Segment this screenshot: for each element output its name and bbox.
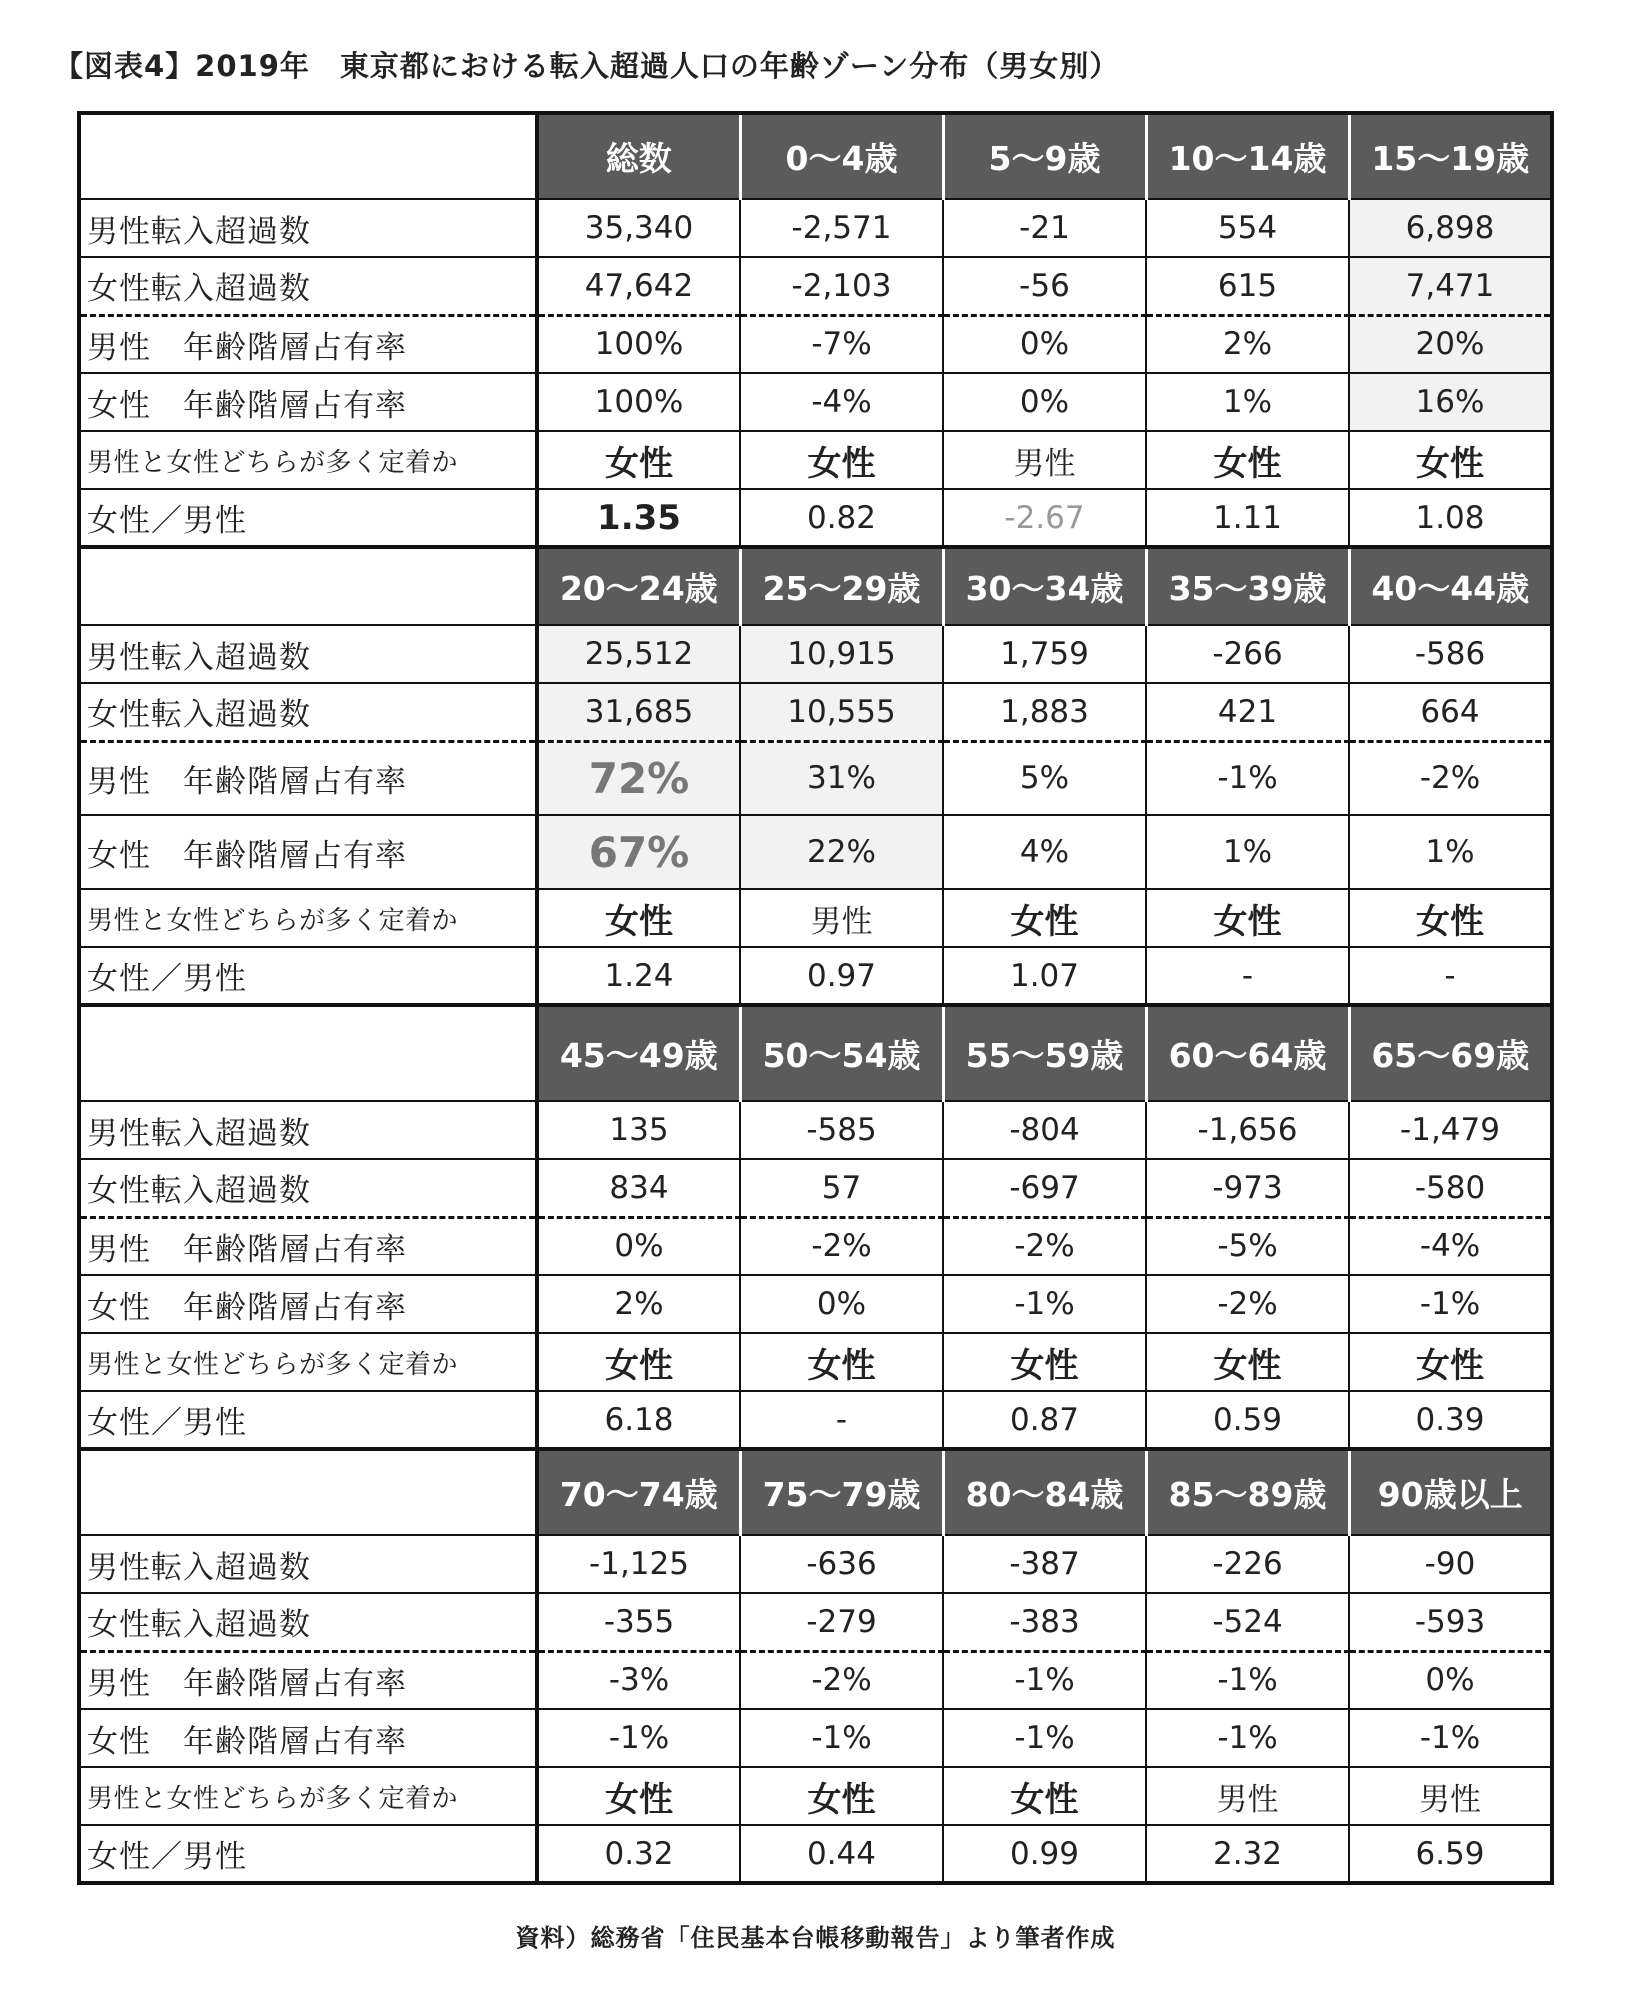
- table-row-male-net: [79, 625, 1552, 683]
- data-cell: 6,898: [1349, 199, 1552, 257]
- table-row-which: [79, 1333, 1552, 1391]
- age-header-row: [79, 1005, 1552, 1101]
- table-row-female-net: [79, 257, 1552, 315]
- row-label: 女性転入超過数: [79, 683, 537, 741]
- age-group-header: 15～19歳: [1349, 113, 1552, 199]
- data-cell: -585: [740, 1101, 943, 1159]
- data-cell: 57: [740, 1159, 943, 1217]
- age-group-header: 10～14歳: [1146, 113, 1349, 199]
- data-cell: 女性: [740, 431, 943, 489]
- data-cell: 0.82: [740, 489, 943, 547]
- data-cell: -90: [1349, 1535, 1552, 1593]
- data-cell: 834: [537, 1159, 740, 1217]
- row-label: 男性転入超過数: [79, 1535, 537, 1593]
- data-cell: -1,479: [1349, 1101, 1552, 1159]
- data-cell: 664: [1349, 683, 1552, 741]
- data-cell: 67%: [537, 815, 740, 889]
- data-cell: -2%: [1146, 1275, 1349, 1333]
- data-cell: 1.08: [1349, 489, 1552, 547]
- table-row-male-net: [79, 1101, 1552, 1159]
- data-cell: -593: [1349, 1593, 1552, 1651]
- data-cell: 0.99: [943, 1825, 1146, 1883]
- table-row-ratio: [79, 947, 1552, 1005]
- age-group-header: 70～74歳: [537, 1449, 740, 1535]
- data-cell: -1%: [1349, 1709, 1552, 1767]
- data-cell: 0.39: [1349, 1391, 1552, 1449]
- age-group-header: 65～69歳: [1349, 1005, 1552, 1101]
- table-row-male-share: [79, 1651, 1552, 1709]
- table-row-which: [79, 889, 1552, 947]
- data-cell: -2,103: [740, 257, 943, 315]
- row-label: 男性転入超過数: [79, 1101, 537, 1159]
- data-cell: -2%: [740, 1651, 943, 1709]
- data-cell: -636: [740, 1535, 943, 1593]
- data-cell: 女性: [1349, 1333, 1552, 1391]
- header-corner-cell: [79, 1005, 537, 1101]
- data-cell: 100%: [537, 315, 740, 373]
- data-cell: -973: [1146, 1159, 1349, 1217]
- row-label: 女性／男性: [79, 489, 537, 547]
- data-cell: 421: [1146, 683, 1349, 741]
- migration-table: [77, 111, 1554, 1885]
- data-cell: -1%: [1146, 1651, 1349, 1709]
- row-label: 女性転入超過数: [79, 1593, 537, 1651]
- data-cell: 0.44: [740, 1825, 943, 1883]
- row-label: 男性 年齢階層占有率: [79, 1217, 537, 1275]
- age-group-header: 55～59歳: [943, 1005, 1146, 1101]
- row-label: 男性 年齢階層占有率: [79, 1651, 537, 1709]
- table-row-ratio: [79, 1391, 1552, 1449]
- data-cell: -4%: [1349, 1217, 1552, 1275]
- data-cell: 135: [537, 1101, 740, 1159]
- data-cell: -7%: [740, 315, 943, 373]
- data-cell: -1%: [943, 1651, 1146, 1709]
- age-header-row: [79, 1449, 1552, 1535]
- data-cell: 554: [1146, 199, 1349, 257]
- data-cell: 100%: [537, 373, 740, 431]
- data-cell: 4%: [943, 815, 1146, 889]
- data-cell: 1%: [1146, 815, 1349, 889]
- row-label: 女性 年齢階層占有率: [79, 373, 537, 431]
- data-cell: -586: [1349, 625, 1552, 683]
- table-row-female-net: [79, 1593, 1552, 1651]
- row-label: 男性転入超過数: [79, 199, 537, 257]
- data-cell: -279: [740, 1593, 943, 1651]
- data-cell: -: [740, 1391, 943, 1449]
- row-label: 男性と女性どちらが多く定着か: [79, 889, 537, 947]
- data-cell: -1%: [1349, 1275, 1552, 1333]
- data-cell: 1%: [1146, 373, 1349, 431]
- row-label: 女性／男性: [79, 1825, 537, 1883]
- data-cell: 16%: [1349, 373, 1552, 431]
- age-group-header: 45～49歳: [537, 1005, 740, 1101]
- data-cell: -266: [1146, 625, 1349, 683]
- age-group-header: 20～24歳: [537, 547, 740, 625]
- data-cell: 20%: [1349, 315, 1552, 373]
- data-cell: 女性: [537, 1333, 740, 1391]
- age-group-header: 40～44歳: [1349, 547, 1552, 625]
- data-cell: 7,471: [1349, 257, 1552, 315]
- table-row-female-share: [79, 1275, 1552, 1333]
- data-cell: 2%: [537, 1275, 740, 1333]
- age-group-header: 5～9歳: [943, 113, 1146, 199]
- table-row-female-net: [79, 1159, 1552, 1217]
- data-cell: 10,915: [740, 625, 943, 683]
- source-note: 資料）総務省「住民基本台帳移動報告」より筆者作成: [515, 1924, 1116, 1952]
- table-row-male-net: [79, 1535, 1552, 1593]
- age-group-header: 25～29歳: [740, 547, 943, 625]
- data-cell: 女性: [537, 889, 740, 947]
- data-cell: 31,685: [537, 683, 740, 741]
- data-cell: 0.59: [1146, 1391, 1349, 1449]
- row-label: 男性 年齢階層占有率: [79, 315, 537, 373]
- age-group-header: 75～79歳: [740, 1449, 943, 1535]
- data-cell: -1,125: [537, 1535, 740, 1593]
- data-cell: 男性: [1349, 1767, 1552, 1825]
- row-label: 女性 年齢階層占有率: [79, 1275, 537, 1333]
- data-cell: -2%: [943, 1217, 1146, 1275]
- data-cell: -3%: [537, 1651, 740, 1709]
- data-cell: 1.07: [943, 947, 1146, 1005]
- data-cell: -5%: [1146, 1217, 1349, 1275]
- age-group-header: 85～89歳: [1146, 1449, 1349, 1535]
- table-row-ratio: [79, 1825, 1552, 1883]
- data-cell: -2%: [1349, 741, 1552, 815]
- row-label: 男性と女性どちらが多く定着か: [79, 1333, 537, 1391]
- row-label: 女性転入超過数: [79, 1159, 537, 1217]
- data-cell: 0%: [943, 373, 1146, 431]
- table-row-male-share: [79, 1217, 1552, 1275]
- age-group-header: 0～4歳: [740, 113, 943, 199]
- data-cell: 女性: [740, 1767, 943, 1825]
- data-cell: 0%: [1349, 1651, 1552, 1709]
- data-cell: 女性: [943, 1767, 1146, 1825]
- data-cell: 1%: [1349, 815, 1552, 889]
- row-label: 女性 年齢階層占有率: [79, 1709, 537, 1767]
- data-cell: 615: [1146, 257, 1349, 315]
- data-cell: 22%: [740, 815, 943, 889]
- age-group-header: 50～54歳: [740, 1005, 943, 1101]
- data-cell: -: [1349, 947, 1552, 1005]
- data-cell: -1%: [740, 1709, 943, 1767]
- data-cell: 0%: [943, 315, 1146, 373]
- table-row-ratio: [79, 489, 1552, 547]
- data-cell: -1%: [1146, 1709, 1349, 1767]
- data-cell: 47,642: [537, 257, 740, 315]
- data-cell: -1%: [943, 1709, 1146, 1767]
- age-group-header: 30～34歳: [943, 547, 1146, 625]
- header-corner-cell: [79, 1449, 537, 1535]
- data-cell: -1%: [943, 1275, 1146, 1333]
- data-cell: 1.24: [537, 947, 740, 1005]
- data-cell: 1,759: [943, 625, 1146, 683]
- data-cell: 0%: [740, 1275, 943, 1333]
- table-row-female-share: [79, 373, 1552, 431]
- data-cell: 女性: [943, 889, 1146, 947]
- data-cell: 男性: [1146, 1767, 1349, 1825]
- table-row-female-share: [79, 1709, 1552, 1767]
- figure-title: 【図表4】2019年 東京都における転入超過人口の年齢ゾーン分布（男女別）: [54, 49, 1120, 83]
- data-cell: 72%: [537, 741, 740, 815]
- data-cell: 男性: [740, 889, 943, 947]
- data-cell: -1%: [1146, 741, 1349, 815]
- row-label: 女性 年齢階層占有率: [79, 815, 537, 889]
- data-cell: -4%: [740, 373, 943, 431]
- data-cell: 10,555: [740, 683, 943, 741]
- data-cell: 2%: [1146, 315, 1349, 373]
- data-cell: 0.32: [537, 1825, 740, 1883]
- data-cell: -: [1146, 947, 1349, 1005]
- data-cell: 女性: [943, 1333, 1146, 1391]
- data-cell: 女性: [537, 431, 740, 489]
- data-cell: -2,571: [740, 199, 943, 257]
- age-group-header: 60～64歳: [1146, 1005, 1349, 1101]
- age-group-header: 80～84歳: [943, 1449, 1146, 1535]
- row-label: 男性転入超過数: [79, 625, 537, 683]
- table-row-male-net: [79, 199, 1552, 257]
- age-group-header: 90歳以上: [1349, 1449, 1552, 1535]
- data-cell: -21: [943, 199, 1146, 257]
- table-row-female-share: [79, 815, 1552, 889]
- data-cell: 女性: [1349, 431, 1552, 489]
- row-label: 男性と女性どちらが多く定着か: [79, 431, 537, 489]
- data-cell: 0.87: [943, 1391, 1146, 1449]
- row-label: 男性 年齢階層占有率: [79, 741, 537, 815]
- data-cell: 女性: [740, 1333, 943, 1391]
- data-cell: -2.67: [943, 489, 1146, 547]
- data-cell: -804: [943, 1101, 1146, 1159]
- data-cell: 0.97: [740, 947, 943, 1005]
- data-cell: 男性: [943, 431, 1146, 489]
- data-cell: -2%: [740, 1217, 943, 1275]
- data-cell: -524: [1146, 1593, 1349, 1651]
- table-row-male-share: [79, 741, 1552, 815]
- data-cell: 女性: [537, 1767, 740, 1825]
- age-group-header: 総数: [537, 113, 740, 199]
- data-cell: 1.35: [537, 489, 740, 547]
- data-cell: 1.11: [1146, 489, 1349, 547]
- table-row-male-share: [79, 315, 1552, 373]
- data-cell: 35,340: [537, 199, 740, 257]
- data-cell: 女性: [1146, 889, 1349, 947]
- data-cell: 31%: [740, 741, 943, 815]
- data-cell: 1,883: [943, 683, 1146, 741]
- age-group-header: 35～39歳: [1146, 547, 1349, 625]
- table-row-which: [79, 431, 1552, 489]
- data-cell: -387: [943, 1535, 1146, 1593]
- age-header-row: [79, 113, 1552, 199]
- data-cell: -226: [1146, 1535, 1349, 1593]
- data-cell: -383: [943, 1593, 1146, 1651]
- data-cell: -697: [943, 1159, 1146, 1217]
- data-cell: 女性: [1146, 1333, 1349, 1391]
- data-cell: 6.59: [1349, 1825, 1552, 1883]
- table-row-which: [79, 1767, 1552, 1825]
- data-cell: 0%: [537, 1217, 740, 1275]
- header-corner-cell: [79, 547, 537, 625]
- data-cell: -355: [537, 1593, 740, 1651]
- header-corner-cell: [79, 113, 537, 199]
- age-header-row: [79, 547, 1552, 625]
- data-cell: -56: [943, 257, 1146, 315]
- data-cell: -1%: [537, 1709, 740, 1767]
- row-label: 男性と女性どちらが多く定着か: [79, 1767, 537, 1825]
- data-cell: -580: [1349, 1159, 1552, 1217]
- table-row-female-net: [79, 683, 1552, 741]
- row-label: 女性／男性: [79, 1391, 537, 1449]
- data-cell: 25,512: [537, 625, 740, 683]
- data-cell: 女性: [1146, 431, 1349, 489]
- data-cell: 女性: [1349, 889, 1552, 947]
- data-cell: 2.32: [1146, 1825, 1349, 1883]
- row-label: 女性転入超過数: [79, 257, 537, 315]
- data-cell: 5%: [943, 741, 1146, 815]
- row-label: 女性／男性: [79, 947, 537, 1005]
- data-cell: -1,656: [1146, 1101, 1349, 1159]
- data-cell: 6.18: [537, 1391, 740, 1449]
